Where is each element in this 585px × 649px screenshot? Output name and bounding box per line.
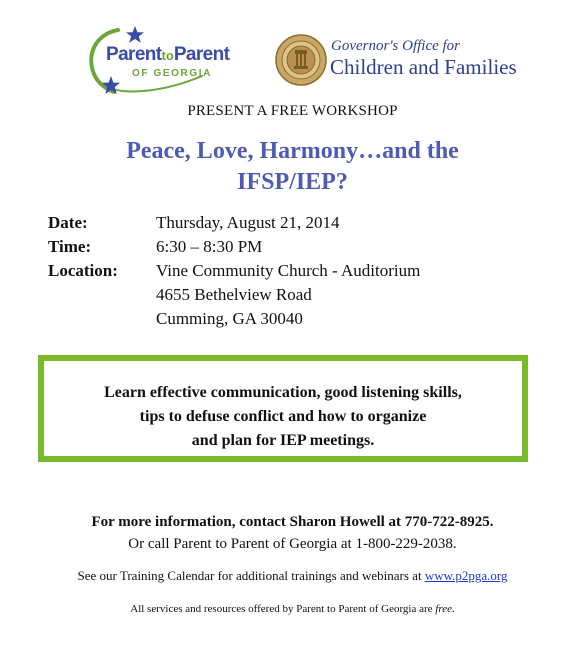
date-value: Thursday, August 21, 2014	[156, 213, 340, 232]
time-value: 6:30 – 8:30 PM	[156, 237, 263, 256]
services-text: All services and resources offered by Parent to Parent of Georgia are	[130, 603, 436, 615]
governors-office-line2: Children and Families	[330, 55, 517, 79]
highlight-line-2: tips to defuse conflict and how to organize	[139, 408, 427, 425]
workshop-title	[0, 136, 585, 198]
website-link[interactable]: www.p2pga.org	[424, 568, 508, 583]
contact-info-secondary: Or call Parent to Parent of Georgia at 1-800-229-2038.	[128, 536, 457, 552]
title-line-2: IFSP/IEP?	[237, 169, 348, 195]
location-street: 4655 Bethelview Road	[156, 285, 312, 304]
services-free-word: free	[435, 603, 452, 615]
location-city: Cumming, GA 30040	[156, 309, 303, 328]
date-label: Date:	[48, 213, 88, 232]
governors-office-logo	[273, 34, 528, 90]
p2p-word-parent: Parent	[106, 44, 162, 65]
p2p-word-to: to	[161, 48, 174, 63]
services-period: .	[452, 603, 455, 615]
services-note	[0, 603, 585, 615]
highlight-box	[38, 355, 528, 462]
p2p-subtitle: OF GEORGIA	[132, 68, 212, 79]
training-calendar-note	[0, 568, 585, 584]
p2p-word-parent-2: Parent	[173, 44, 230, 65]
p2p-wordmark	[106, 44, 229, 66]
governors-office-line1: Governor's Office for	[331, 38, 461, 54]
star-figure-icon-top	[126, 26, 144, 43]
highlight-line-3: and plan for IEP meetings.	[191, 432, 375, 449]
present-heading: PRESENT A FREE WORKSHOP	[187, 103, 398, 119]
parent-to-parent-logo	[84, 26, 249, 100]
georgia-state-seal-icon	[275, 34, 327, 86]
contact-info-primary: For more information, contact Sharon Howell at 770-722-8925.	[91, 514, 494, 530]
highlight-line-1: Learn effective communication, good listening skills,	[104, 384, 462, 401]
location-venue: Vine Community Church - Auditorium	[156, 261, 421, 280]
calendar-text: See our Training Calendar for additional trainings and webinars at	[77, 568, 422, 583]
title-line-1: Peace, Love, Harmony…and the	[126, 138, 459, 164]
highlight-text	[44, 381, 522, 453]
time-label: Time:	[48, 237, 92, 256]
location-label: Location:	[48, 261, 118, 280]
